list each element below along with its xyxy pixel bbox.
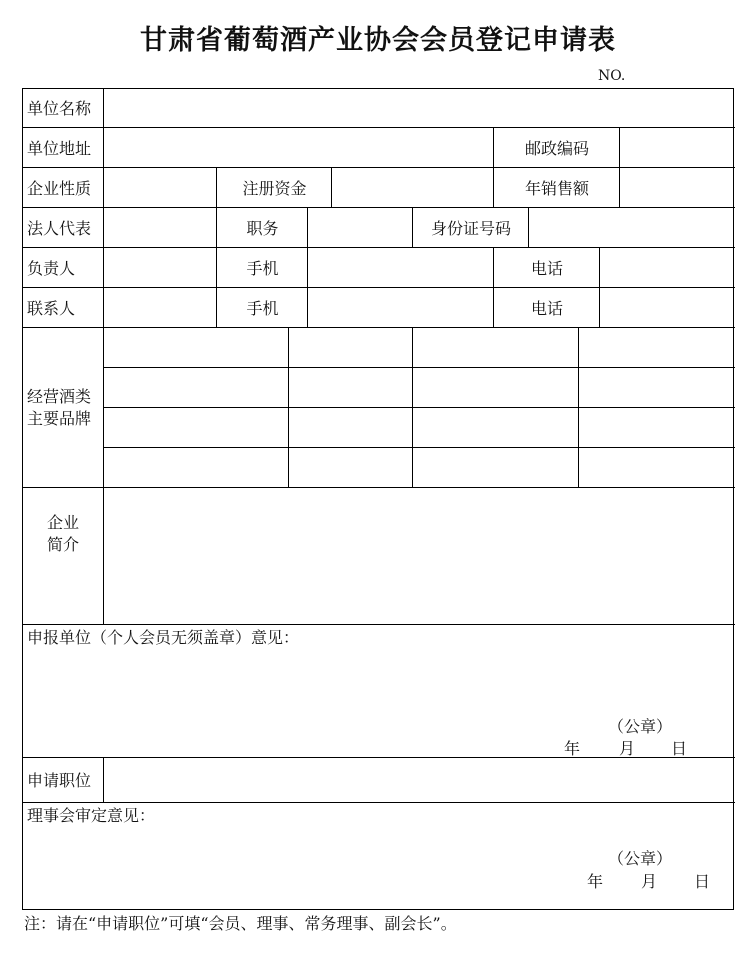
- position-label: 职务: [246, 219, 279, 238]
- row-divider: [23, 287, 735, 288]
- annual-sales-field[interactable]: [621, 169, 733, 206]
- applied-position-label: 申请职位: [27, 771, 92, 790]
- column-divider: [493, 247, 494, 327]
- row-divider: [23, 487, 735, 488]
- wine-brands-label-line1: 经营酒类: [27, 387, 92, 406]
- row-divider: [23, 127, 735, 128]
- person-in-charge-label: 负责人: [27, 259, 76, 278]
- phone-label: 电话: [530, 259, 563, 278]
- column-divider: [412, 207, 413, 247]
- council-opinion-label: 理事会审定意见：: [27, 806, 156, 825]
- contact-phone-field[interactable]: [601, 289, 733, 326]
- row-divider: [23, 327, 735, 328]
- applicant-opinion-label: 申报单位（个人会员无须盖章）意见：: [27, 628, 300, 647]
- row-divider: [23, 802, 735, 803]
- phone-field[interactable]: [601, 249, 733, 286]
- registered-capital-field[interactable]: [333, 169, 491, 206]
- serial-number-label: NO.: [598, 68, 626, 84]
- intro-label-line2: 简介: [46, 535, 79, 554]
- column-divider: [493, 127, 494, 207]
- applicant-seal-label: （公章）: [608, 717, 673, 736]
- wine-brands-grid[interactable]: [105, 329, 733, 486]
- mobile-field[interactable]: [309, 249, 492, 286]
- unit-address-field[interactable]: [105, 129, 491, 166]
- enterprise-nature-field[interactable]: [105, 169, 215, 206]
- position-field[interactable]: [309, 209, 411, 246]
- page-title: 甘肃省葡萄酒产业协会会员登记申请表: [140, 25, 616, 56]
- person-in-charge-field[interactable]: [105, 249, 215, 286]
- column-divider: [599, 247, 600, 327]
- applicant-date-month: 月: [619, 739, 636, 758]
- applied-position-field[interactable]: [105, 759, 733, 801]
- unit-name-label: 单位名称: [27, 99, 92, 118]
- unit-address-label: 单位地址: [27, 139, 92, 158]
- contact-field[interactable]: [105, 289, 215, 326]
- annual-sales-label: 年销售额: [524, 179, 589, 198]
- row-divider: [23, 167, 735, 168]
- wine-brands-label-line2: 主要品牌: [27, 409, 92, 428]
- row-divider: [23, 207, 735, 208]
- column-divider: [103, 757, 104, 802]
- registered-capital-label: 注册资金: [242, 179, 307, 198]
- column-divider: [331, 167, 332, 207]
- row-divider: [23, 624, 735, 625]
- column-divider: [307, 207, 308, 327]
- row-divider: [23, 247, 735, 248]
- contact-mobile-label: 手机: [246, 299, 279, 318]
- council-seal-label: （公章）: [608, 849, 673, 868]
- column-divider: [103, 89, 104, 624]
- unit-name-field[interactable]: [105, 91, 733, 126]
- applicant-date-day: 日: [671, 739, 688, 758]
- council-date-day: 日: [694, 872, 711, 891]
- mobile-label: 手机: [246, 259, 279, 278]
- legal-rep-field[interactable]: [105, 209, 215, 246]
- footnote: 注：请在“申请职位”可填“会员、理事、常务理事、副会长”。: [24, 914, 457, 933]
- column-divider: [216, 167, 217, 327]
- contact-phone-label: 电话: [530, 299, 563, 318]
- postal-code-label: 邮政编码: [524, 139, 589, 158]
- id-number-label: 身份证号码: [430, 219, 511, 238]
- contact-label: 联系人: [27, 299, 76, 318]
- column-divider: [619, 127, 620, 207]
- contact-mobile-field[interactable]: [309, 289, 492, 326]
- registration-form: [22, 88, 734, 910]
- council-date-month: 月: [641, 872, 658, 891]
- company-intro-field[interactable]: [105, 489, 733, 623]
- legal-rep-label: 法人代表: [27, 219, 92, 238]
- enterprise-nature-label: 企业性质: [27, 179, 92, 198]
- postal-code-field[interactable]: [621, 129, 733, 166]
- intro-label-line1: 企业: [46, 513, 79, 532]
- applicant-date-year: 年: [564, 739, 581, 758]
- id-number-field[interactable]: [530, 209, 733, 246]
- council-date-year: 年: [587, 872, 604, 891]
- column-divider: [528, 207, 529, 247]
